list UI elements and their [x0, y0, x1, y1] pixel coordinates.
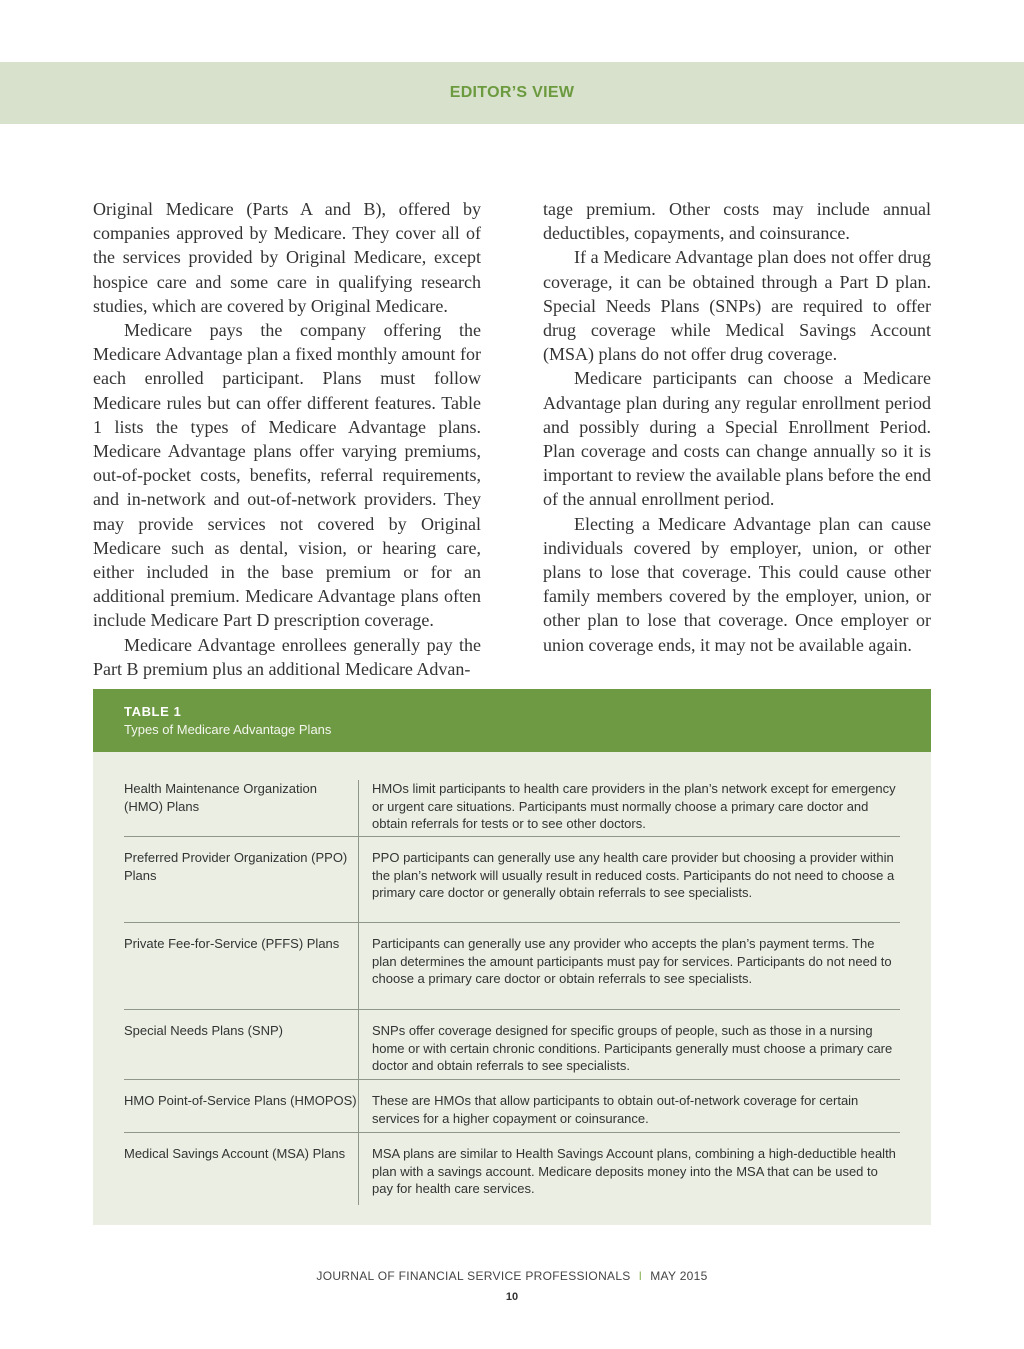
paragraph: Electing a Medicare Advantage plan can cause individuals covered by employer, union, or other plans to lose that coverage. This could cause other family members covered by the employer, union, or other plan to lose that coverage. Once employer or union coverage ends, it may not be available again.	[543, 513, 931, 655]
paragraph: tage premium. Other costs may include annual deductibles, copayments, and coinsurance.	[543, 199, 931, 244]
table-caption: Types of Medicare Advantage Plans	[124, 722, 332, 737]
table-label: TABLE 1	[124, 704, 182, 719]
plan-description: SNPs offer coverage designed for specific groups of people, such as those in a nursing home or with certain chronic conditions. Participants generally must choose a primary care doctor and obtain referrals to see specialists.	[358, 1010, 900, 1079]
plan-name: Special Needs Plans (SNP)	[124, 1023, 283, 1038]
plan-description: PPO participants can generally use any health care provider but choosing a provider within the plan’s network will usually result in reduced costs. Participants do not need to choose a primary care doctor or generally obtain referrals to see specialists.	[358, 837, 900, 922]
section-title: EDITOR’S VIEW	[449, 84, 575, 101]
paragraph: Medicare Advantage enrollees generally pay the Part B premium plus an additional Medicare Advan-	[93, 634, 481, 679]
plan-name: HMO Point-of-Service Plans (HMOPOS)	[124, 1093, 357, 1108]
plan-description: These are HMOs that allow participants to obtain out-of-network coverage for certain services for a higher copayment or coinsurance.	[358, 1080, 900, 1132]
table-row	[124, 1133, 900, 1205]
table-body	[124, 780, 900, 1205]
issue-date: MAY 2015	[650, 1269, 708, 1283]
table-row	[124, 923, 900, 1010]
plan-description: HMOs limit participants to health care providers in the plan’s network except for emergency or urgent care situations. Participants must normally choose a primary care doctor and obtain referrals for tests or to see other doctors.	[358, 780, 900, 836]
left-column	[93, 197, 481, 681]
plan-description: MSA plans are similar to Health Savings Account plans, combining a high-deductible health plan with a savings account. Medicare deposits money into the MSA that can be used to pay for health care services.	[358, 1133, 900, 1205]
table-row	[124, 1080, 900, 1133]
section-banner	[0, 62, 1024, 124]
footer-separator: I	[638, 1269, 643, 1283]
plans-table	[93, 689, 931, 1225]
paragraph: If a Medicare Advantage plan does not offer drug coverage, it can be obtained through a Part D plan. Special Needs Plans (SNPs) are required to offer drug coverage while Medical Savings Account (MSA) plans do not offer drug coverage.	[543, 247, 931, 365]
plan-name: Medical Savings Account (MSA) Plans	[124, 1146, 346, 1161]
paragraph: Medicare pays the company offering the Medicare Advantage plan a fixed monthly amount for each enrolled participant. Plans must follow Medicare rules but can offer different features. Table 1 lists the types of Medicare Advantage plans. Medicare Advantage plans offer varying premiums, out-of-pocket costs, benefits, referral requirements, and in-network and out-of-network providers. They may provide services not covered by Original Medicare such as dental, vision, or hearing care, either included in the base premium or for an additional premium. Medicare Advantage plans often include Medicare Part D prescription coverage.	[93, 320, 481, 631]
table-header	[93, 689, 931, 752]
paragraph: Original Medicare (Parts A and B), offered by companies approved by Medicare. They cover all of the services provided by Original Medicare, except hospice care and some care in qualifying research studies, which are covered by Original Medicare.	[93, 199, 481, 316]
page-number: 10	[505, 1291, 519, 1303]
footer	[0, 1269, 1024, 1283]
table-row	[124, 837, 900, 923]
plan-name: Health Maintenance Organization (HMO) Plans	[124, 781, 317, 814]
journal-name: JOURNAL OF FINANCIAL SERVICE PROFESSIONALS	[316, 1269, 631, 1283]
table-row	[124, 780, 900, 837]
table-row	[124, 1010, 900, 1080]
plan-name: Private Fee-for-Service (PFFS) Plans	[124, 936, 340, 951]
plan-name: Preferred Provider Organization (PPO) Plans	[124, 850, 348, 883]
right-column	[543, 197, 931, 657]
paragraph: Medicare participants can choose a Medicare Advantage plan during any regular enrollment period and possibly during a Special Enrollment Period. Plan coverage and costs can change annually so it is important to review the available plans before the end of the annual enrollment period.	[543, 368, 931, 510]
plan-description: Participants can generally use any provider who accepts the plan’s payment terms. The plan determines the amount participants must pay for services. Participants do not need to choose a primary care doctor or obtain referrals to see specialists.	[358, 923, 900, 1009]
